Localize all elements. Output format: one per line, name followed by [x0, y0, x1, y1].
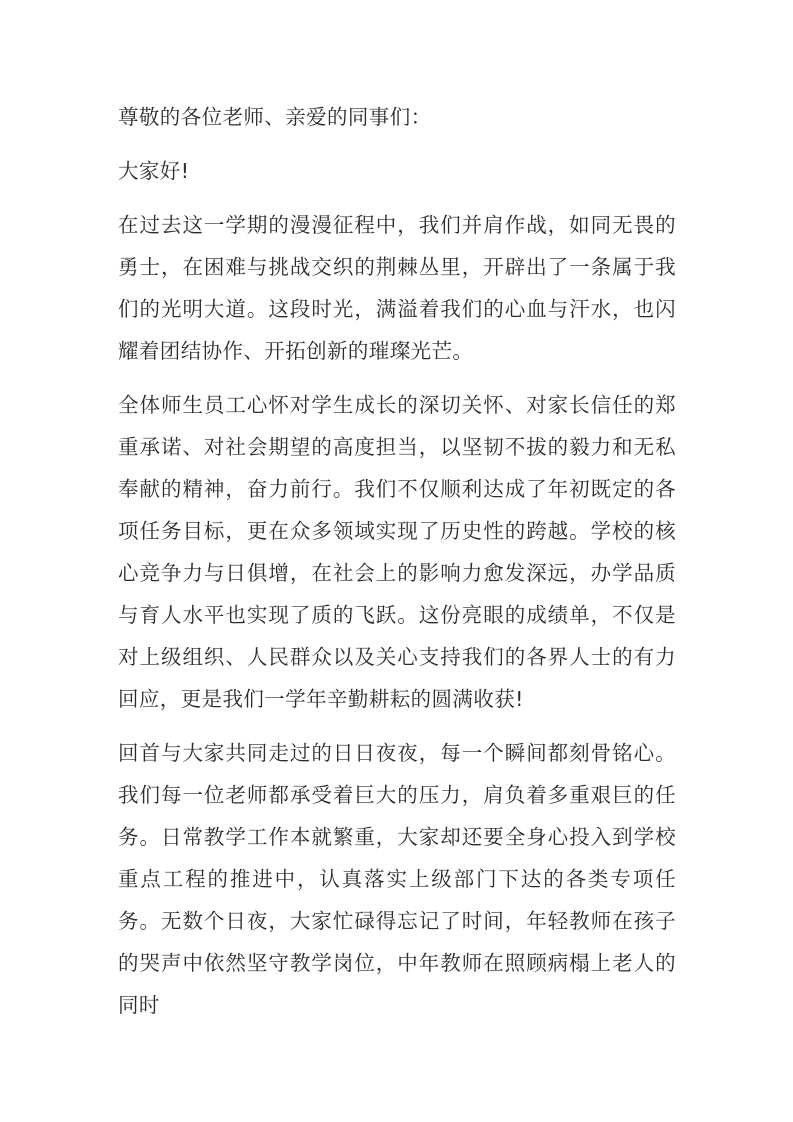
document-text-body — [118, 96, 676, 1026]
paragraph-greeting: 大家好! — [118, 159, 190, 183]
paragraph-body-2: 全体师生员工心怀对学生成长的深切关怀、对家长信任的郑重承诺、对社会期望的高度担当，以坚韧不拔的毅力和无私奉献的精神，奋力前行。我们不仅顺利达成了年初既定的各项任务目标，更在众多领域实现了历史性的跨越。学校的核心竞争力与日俱增，在社会上的影响力愈发深远，办学品质与育人水平也实现了质的飞跃。这份亮眼的成绩单，不仅是对上级组织、人民群众以及关心支持我们的各界人士的有力回应，更是我们一学年辛勤耕耘的圆满收获! — [118, 393, 676, 711]
paragraph-body-3: 回首与大家共同走过的日日夜夜，每一个瞬间都刻骨铭心。我们每一位老师都承受着巨大的压力，肩负着多重艰巨的任务。日常教学工作本就繁重，大家却还要全身心投入到学校重点工程的推进中，认真落实上级部门下达的各类专项任务。无数个日夜，大家忙碌得忘记了时间，年轻教师在孩子的哭声中依然坚守教学岗位，中年教师在照顾病榻上老人的同时 — [118, 741, 676, 1017]
paragraph-body-1: 在过去这一学期的漫漫征程中，我们并肩作战，如同无畏的勇士，在困难与挑战交织的荆棘丛里，开辟出了一条属于我们的光明大道。这段时光，满溢着我们的心血与汗水，也闪耀着团结协作、开拓创新的璀璨光芒。 — [118, 213, 676, 363]
paragraph-salutation: 尊敬的各位老师、亲爱的同事们： — [118, 105, 432, 129]
